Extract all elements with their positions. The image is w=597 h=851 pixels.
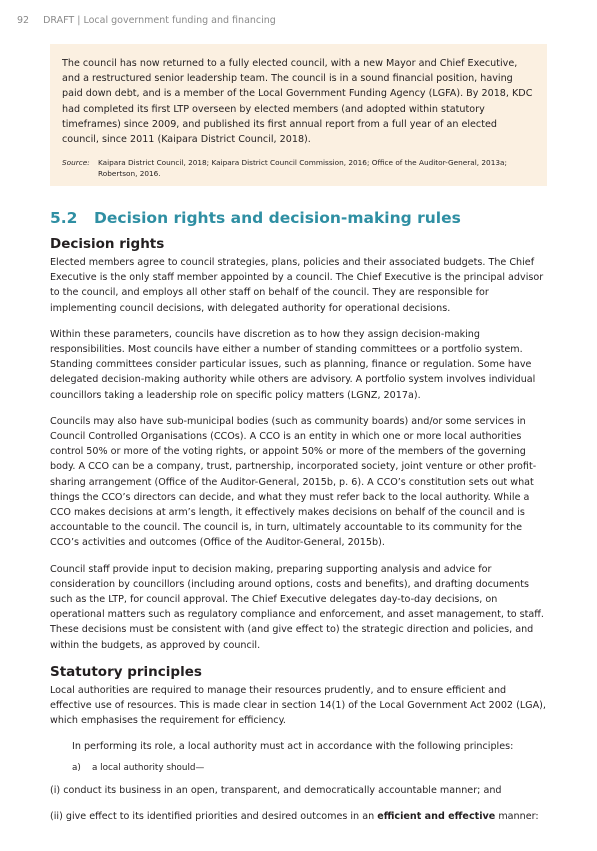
section-number: 5.2 <box>50 209 78 227</box>
source-text: Kaipara District Council, 2018; Kaipara District Council Commission, 2016; Office of the Auditor-General, 2013a; Robertson, 2016. <box>98 158 507 179</box>
item-a-text: a local authority should— <box>92 762 205 773</box>
quote-intro: In performing its role, a local authority must act in accordance with the following principles: <box>72 741 514 753</box>
source-label: Source: <box>62 158 90 168</box>
paragraph: Councils may also have sub-municipal bodies (such as community boards) and/or some services in Council Controlled Organisations (CCOs). A CCO is an entity in which one or more local authorities control 50% or more of the voting rights, or appoint 50% or more of the members of the governing body. A CCO can be a company, trust, partnership, incorporated society, joint venture or other profit-sharing arrangement (Office of the Auditor-General, 2015b, p. 6). A CCO’s constitution sets out what things the CCO’s directors can decide, and what they must refer back to the local authority. While a CCO makes decisions at arm’s length, it effectively makes decisions on behalf of the council and is accountable to the council. The council is, in turn, ultimately accountable to its community for the CCO’s activities and outcomes (Office of the Auditor-General, 2015b). <box>50 415 537 549</box>
sub-ii-emphasis: efficient and effective <box>377 810 496 822</box>
section-title: Decision rights and decision-making rules <box>94 209 461 227</box>
quote-sub-ii <box>50 809 549 824</box>
sub-ii-prefix: (ii) give effect to its identified priorities and desired outcomes in an <box>50 810 378 822</box>
paragraph: Local authorities are required to manage their resources prudently, and to ensure efficient and effective use of resources. This is made clear in section 14(1) of the Local Government Act 2002 (LGA), which emphasises the requirement for efficiency. <box>50 684 546 727</box>
item-a-label: a) <box>72 762 81 773</box>
main-content <box>50 236 549 835</box>
paragraph: Within these parameters, councils have discretion as to how they assign decision-making responsibilities. Most councils have either a number of standing committees or a portfolio system. Standing committees consider particular issues, such as planning, finance or regulation. Some have delegated decision-making authority while others are advisory. A portfolio system involves individual councillors taking a leadership role on specific policy matters (LGNZ, 2017a). <box>50 328 536 401</box>
legislation-quote <box>72 739 549 774</box>
box-paragraph: The council has now returned to a fully elected council, with a new Mayor and Chief Executive, and a restructured senior leadership team. The council is in a sound financial position, having paid down debt, and is a member of the Local Government Funding Agency (LGFA). By 2018, KDC had completed its first LTP overseen by elected members (and adopted within statutory timeframes) since 2009, and published its first annual report from a full year of an elected council, since 2011 (Kaipara District Council, 2018). <box>62 58 533 146</box>
sub-ii-suffix: manner: <box>495 810 539 822</box>
statutory-principles-heading: Statutory principles <box>50 663 202 680</box>
running-title: DRAFT | Local government funding and financing <box>43 15 276 26</box>
page-number: 92 <box>17 15 30 26</box>
quote-sub-i: (i) conduct its business in an open, transparent, and democratically accountable manner; and <box>50 784 502 796</box>
paragraph: Council staff provide input to decision making, preparing supporting analysis and advice for consideration by councillors (including around options, costs and benefits), and drafting documents such as the LTP, for council approval. The Chief Executive delegates day-to-day decisions, on operational matters such as regulatory compliance and enforcement, and asset management, to staff. These decisions must be consistent with (and give effect to) the strategic direction and policies, and within the budgets, as approved by council. <box>50 563 544 651</box>
case-study-box <box>50 44 547 186</box>
section-heading <box>50 209 461 227</box>
box-source <box>62 157 535 179</box>
paragraph: Elected members agree to council strategies, plans, policies and their associated budgets. The Chief Executive is the only staff member appointed by a council. The Chief Executive is the principal advisor to the council, and employs all other staff on behalf of the council. They are responsible for implementing council decisions, with delegated authority for operational decisions. <box>50 257 544 314</box>
decision-rights-heading: Decision rights <box>50 236 165 252</box>
quote-item-a <box>72 762 549 775</box>
running-header <box>17 15 276 26</box>
